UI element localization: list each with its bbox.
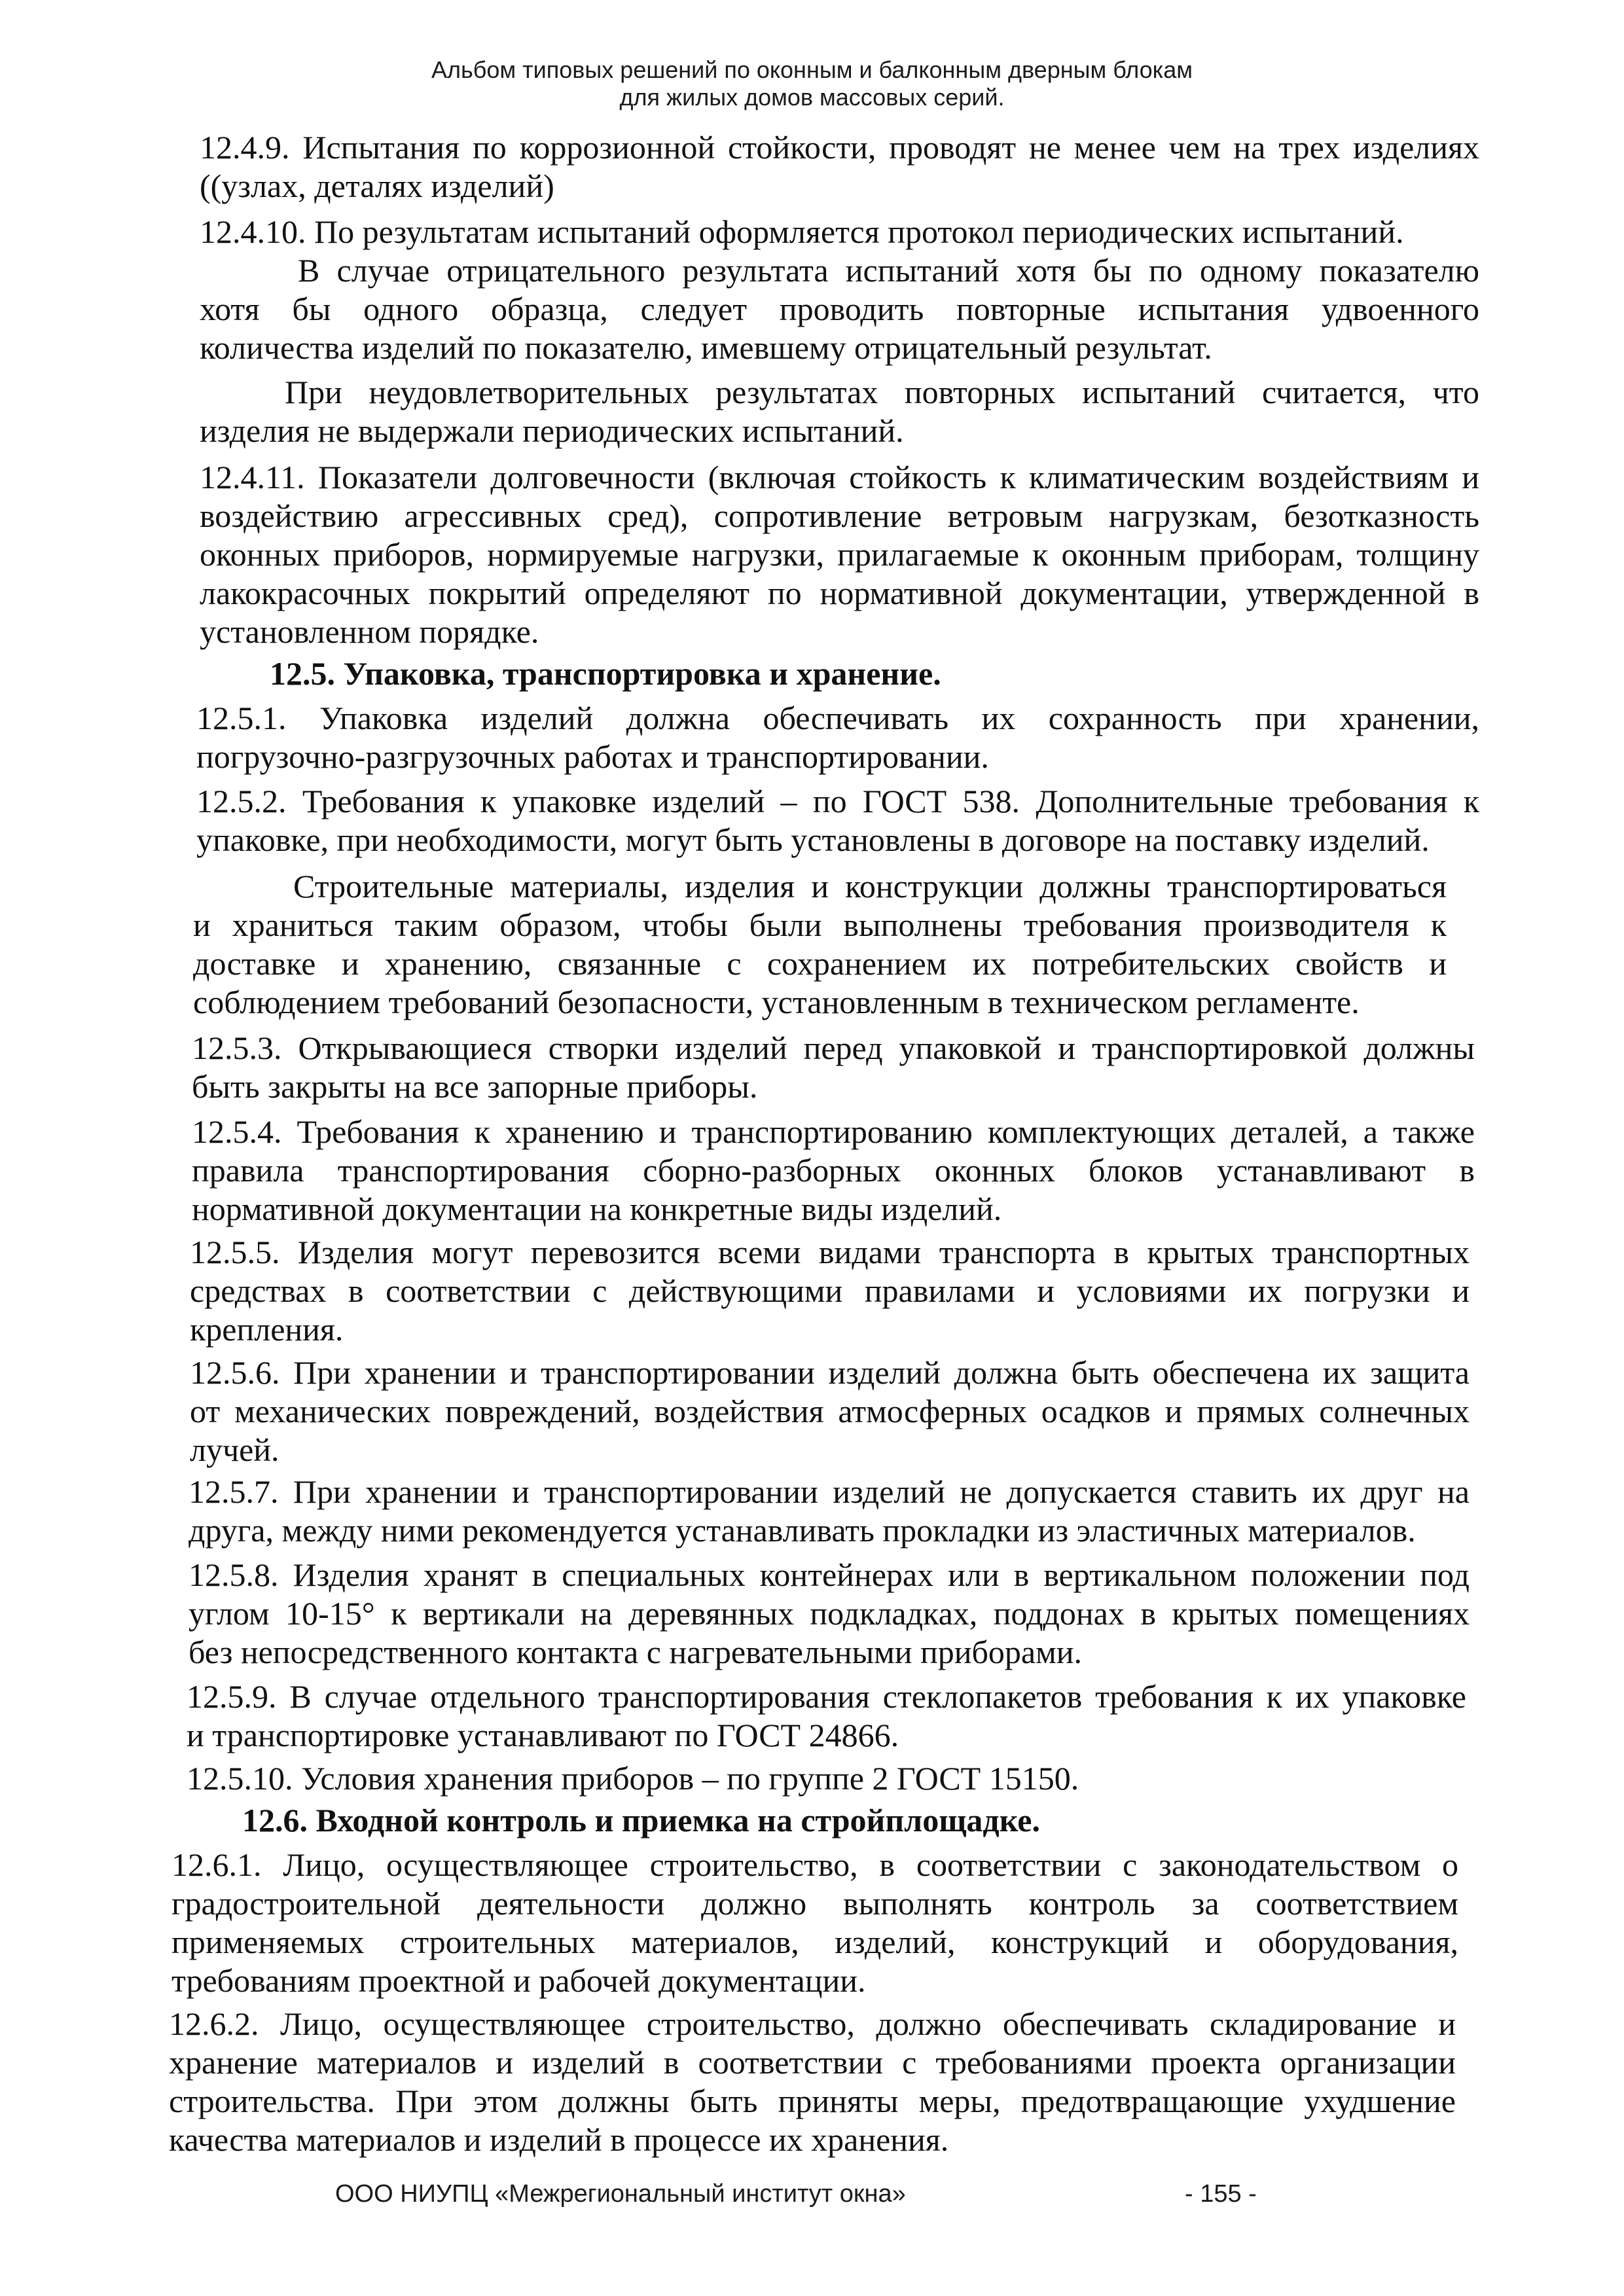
paragraph-12-5-7 bbox=[189, 1473, 1470, 1550]
paragraph-12-5-3 bbox=[192, 1029, 1475, 1106]
text-line: градостроительной деятельности должно выполнять контроль за соответствием bbox=[171, 1885, 1458, 1922]
paragraph-materials bbox=[193, 867, 1447, 1022]
text-line: количества изделий по показателю, имевшему отрицательный результат. bbox=[200, 329, 1212, 366]
text-line: изделия не выдержали периодических испытаний. bbox=[200, 412, 904, 449]
paragraph-12-5-6 bbox=[190, 1354, 1470, 1469]
paragraph-12-4-10 bbox=[200, 213, 1479, 251]
text-line: лакокрасочных покрытий определяют по нормативной документации, утвержденной в bbox=[200, 575, 1479, 611]
text-line: и транспортировке устанавливают по ГОСТ 24866. bbox=[187, 1717, 899, 1753]
text-line: крепления. bbox=[190, 1311, 344, 1348]
text-line: 12.5.1. Упаковка изделий должна обеспечивать их сохранность при хранении, bbox=[196, 700, 1479, 736]
text-line: 12.5.5. Изделия могут перевозится всеми видами транспорта в крытых транспортных bbox=[190, 1234, 1470, 1270]
text-line: нормативной документации на конкретные виды изделий. bbox=[192, 1191, 1002, 1227]
text-line: 12.6.2. Лицо, осуществляющее строительство, должно обеспечивать складирование и bbox=[169, 2005, 1456, 2042]
footer-page-number: - 155 - bbox=[1185, 2180, 1257, 2208]
text-line: 12.5.4. Требования к хранению и транспортированию комплектующих деталей, а также bbox=[192, 1113, 1475, 1150]
text-line: соблюдением требований безопасности, установленным в техническом регламенте. bbox=[193, 984, 1360, 1020]
text-line: 12.6.1. Лицо, осуществляющее строительство, в соответствии с законодательством о bbox=[171, 1846, 1458, 1883]
text-line: 12.5.7. При хранении и транспортировании изделий не допускается ставить их друг на bbox=[189, 1473, 1470, 1510]
paragraph-12-5-1 bbox=[196, 699, 1479, 776]
paragraph-12-4-11 bbox=[200, 458, 1479, 651]
paragraph-12-4-9 bbox=[200, 128, 1479, 206]
text-line: 12.4.11. Показатели долговечности (включая стойкость к климатическим воздействиям и bbox=[200, 459, 1479, 495]
text-line: погрузочно-разгрузочных работах и транспортировании. bbox=[196, 738, 989, 775]
text-line: 12.5.2. Требования к упаковке изделий – по ГОСТ 538. Дополнительные требования к bbox=[196, 783, 1479, 819]
paragraph-12-5-4 bbox=[192, 1113, 1475, 1229]
text-line: лучей. bbox=[190, 1431, 280, 1468]
text-line: 12.4.9. Испытания по коррозионной стойкости, проводят не менее чем на трех изделиях bbox=[200, 129, 1479, 166]
paragraph-unsatisfactory bbox=[200, 373, 1479, 450]
text-line: углом 10-15° к вертикали на деревянных подкладках, поддонах в крытых помещениях bbox=[189, 1595, 1470, 1632]
section-heading-12-6: 12.6. Входной контроль и приемка на стройплощадке. bbox=[242, 1802, 1040, 1839]
text-line: установленном порядке. bbox=[200, 613, 539, 650]
text-line: упаковке, при необходимости, могут быть установлены в договоре на поставку изделий. bbox=[196, 821, 1430, 858]
text-line: 12.5.9. В случае отдельного транспортирования стеклопакетов требования к их упаковке bbox=[187, 1678, 1466, 1715]
text-line: и храниться таким образом, чтобы были выполнены требования производителя к bbox=[193, 906, 1447, 943]
text-line: ((узлах, деталях изделий) bbox=[200, 168, 554, 204]
text-line: оконных приборов, нормируемые нагрузки, прилагаемые к оконным приборам, толщину bbox=[200, 536, 1479, 573]
text-line: от механических повреждений, воздействия атмосферных осадков и прямых солнечных bbox=[190, 1393, 1470, 1429]
text-line: воздействию агрессивных сред), сопротивление ветровым нагрузкам, безотказность bbox=[200, 497, 1479, 534]
text-line: В случае отрицательного результата испытаний хотя бы по одному показателю bbox=[298, 252, 1479, 289]
text-line: средствах в соответствии с действующими правилами и условиями их погрузки и bbox=[190, 1272, 1470, 1309]
paragraph-12-5-8 bbox=[189, 1556, 1470, 1672]
paragraph-12-5-9 bbox=[187, 1677, 1466, 1755]
text-line: друга, между ними рекомендуется устанавливать прокладки из эластичных материалов. bbox=[189, 1512, 1416, 1549]
text-line: доставке и хранению, связанные с сохранением их потребительских свойств и bbox=[193, 945, 1447, 982]
paragraph-12-5-5 bbox=[190, 1233, 1470, 1349]
text-line: 12.4.10. По результатам испытаний оформляется протокол периодических испытаний. bbox=[200, 213, 1404, 250]
header-line-1: Альбом типовых решений по оконным и балконным дверным блокам bbox=[431, 56, 1193, 83]
text-line: качества материалов и изделий в процессе их хранения. bbox=[169, 2121, 949, 2158]
paragraph-negative-result bbox=[200, 251, 1479, 367]
text-line: 12.5.6. При хранении и транспортировании изделий должна быть обеспечена их защита bbox=[190, 1354, 1470, 1391]
text-line: 12.5.3. Открывающиеся створки изделий перед упаковкой и транспортировкой должны bbox=[192, 1030, 1475, 1066]
text-line: 12.5.10. Условия хранения приборов – по группе 2 ГОСТ 15150. bbox=[187, 1760, 1079, 1797]
text-line: 12.5.8. Изделия хранят в специальных контейнерах или в вертикальном положении под bbox=[189, 1556, 1470, 1593]
text-line: применяемых строительных материалов, изделий, конструкций и оборудования, bbox=[171, 1924, 1458, 1960]
paragraph-12-6-1 bbox=[171, 1846, 1458, 2000]
text-line: без непосредственного контакта с нагревательными приборами. bbox=[189, 1634, 1083, 1670]
paragraph-12-5-2 bbox=[196, 782, 1479, 859]
text-line: правила транспортирования сборно-разборных оконных блоков устанавливают в bbox=[192, 1152, 1475, 1189]
text-line: быть закрыты на все запорные приборы. bbox=[192, 1068, 758, 1105]
footer-organization: ООО НИУПЦ «Межрегиональный институт окна» bbox=[335, 2180, 906, 2208]
text-line: хотя бы одного образца, следует проводить повторные испытания удвоенного bbox=[200, 291, 1479, 327]
text-line: хранение материалов и изделий в соответствии с требованиями проекта организации bbox=[169, 2044, 1456, 2081]
section-heading-12-5: 12.5. Упаковка, транспортировка и хранение. bbox=[270, 655, 941, 692]
text-line: требованиям проектной и рабочей документации. bbox=[171, 1962, 866, 1999]
paragraph-12-5-10 bbox=[187, 1759, 1466, 1798]
text-line: Строительные материалы, изделия и конструкции должны транспортироваться bbox=[293, 868, 1447, 905]
text-line: При неудовлетворительных результатах повторных испытаний считается, что bbox=[285, 374, 1479, 410]
header-line-2: для жилых домов массовых серий. bbox=[619, 84, 1005, 111]
paragraph-12-6-2 bbox=[169, 2005, 1456, 2159]
text-line: строительства. При этом должны быть приняты меры, предотвращающие ухудшение bbox=[169, 2083, 1456, 2119]
